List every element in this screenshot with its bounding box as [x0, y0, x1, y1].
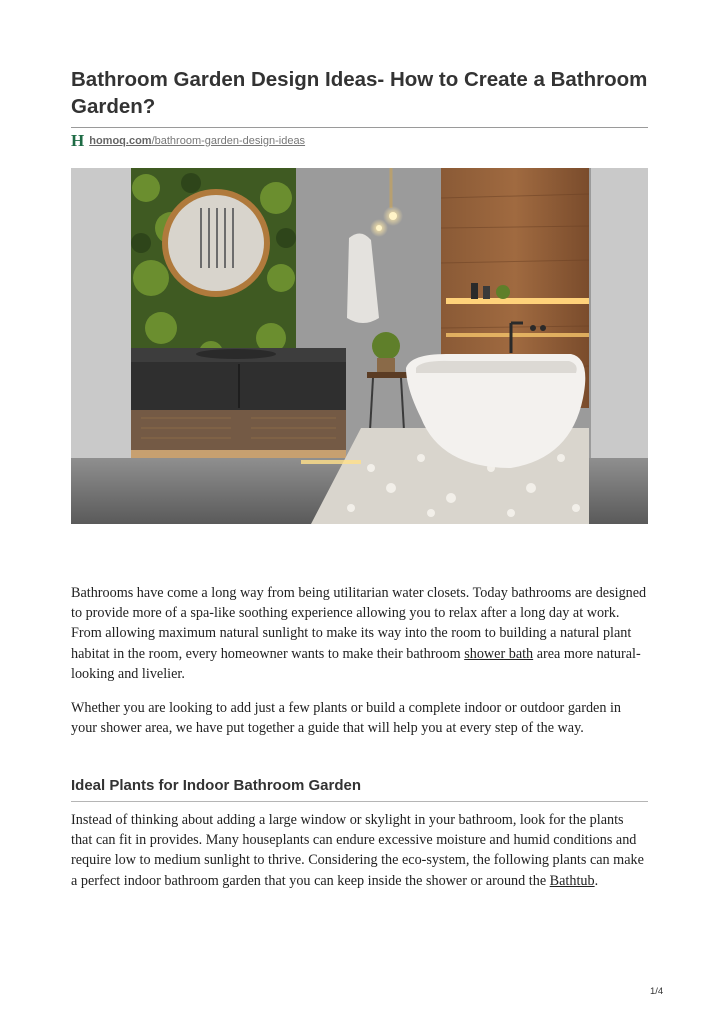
bathroom-photo-icon — [71, 168, 648, 524]
guide-paragraph: Whether you are looking to add just a few plants or build a complete indoor or outdoor garden in your shower area, we have put together a guide that will help you at every step of the way. — [71, 700, 622, 737]
title-divider — [71, 127, 648, 128]
section-divider — [71, 801, 648, 802]
source-domain[interactable]: homoq.com — [89, 135, 152, 147]
paragraph-text: Bathrooms have come a long way from being utilitarian water closets. Today bathrooms are designed to provide more of a spa-like soothing experience allowing you to relax after a long day at work. From allowing maximum natural sunlight to make its way into the room to building a natural plant habitat in the room, every homeowner wants to make their bathroom — [71, 585, 647, 662]
section-heading: Ideal Plants for Indoor Bathroom Garden — [71, 777, 362, 794]
paragraph-text: Instead of thinking about adding a large window or skylight in your bathroom, look for the plants that can fit in provides. Many houseplants can endure excessive moisture and humid conditions and require low to medium sunlight to thrive. Considering the eco-system, the following plants can make a perfect indoor bathroom garden that you can keep inside the shower or around the — [71, 812, 644, 889]
shower-bath-link[interactable]: shower bath — [464, 645, 534, 662]
paragraph-text: area more natural-looking and livelier. — [71, 645, 641, 682]
site-logo-icon: H — [71, 131, 85, 150]
bathtub-link[interactable]: Bathtub — [549, 872, 595, 889]
paragraph-text: . — [594, 872, 599, 889]
source-path[interactable]: /bathroom-garden-design-ideas — [151, 135, 306, 147]
intro-paragraph — [71, 583, 648, 684]
plants-paragraph — [71, 810, 648, 891]
hero-image — [71, 168, 648, 524]
page-number: 1/4 — [650, 986, 664, 997]
article-title: Bathroom Garden Design Ideas- How to Create a Bathroom Garden? — [71, 68, 648, 118]
source-link[interactable] — [71, 132, 305, 150]
